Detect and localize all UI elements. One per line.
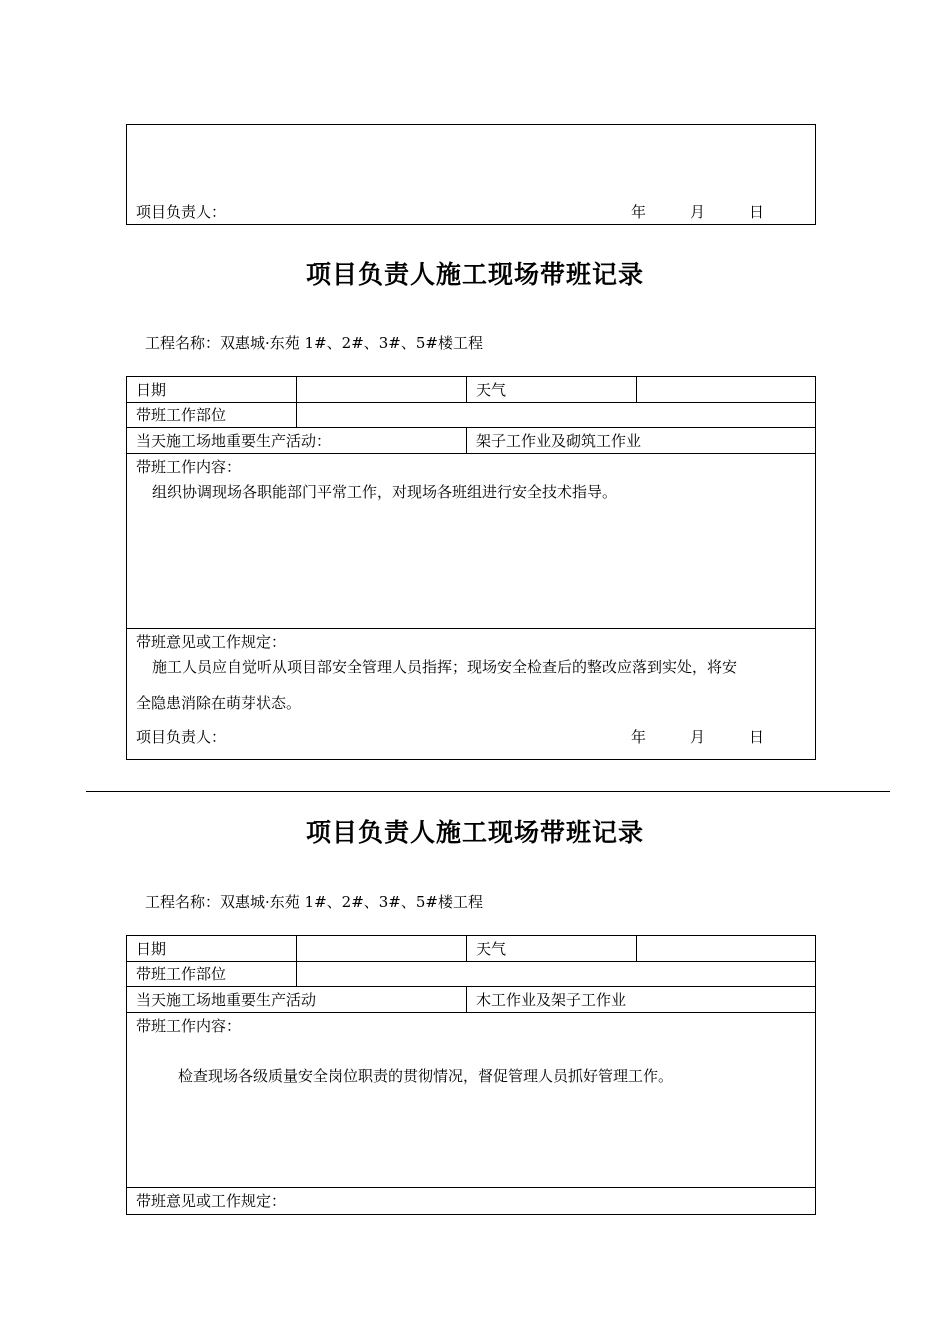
record-2-project-name: 工程名称：双惠城·东苑 1#、2#、3#、5#楼工程 — [145, 893, 483, 911]
record-2-row-divider — [126, 1012, 816, 1013]
record-1-day-label: 日 — [749, 728, 765, 746]
record-1-activity-value: 架子工作业及砌筑工作业 — [476, 432, 642, 450]
record-2-col-divider — [466, 986, 467, 1012]
record-2-col-divider — [466, 935, 467, 961]
previous-record-signature-box — [126, 124, 816, 225]
record-1-year-label: 年 — [631, 728, 647, 746]
record-1-col-divider — [636, 376, 637, 402]
record-1-opinion-line1: 施工人员应自觉听从项目部安全管理人员指挥；现场安全检查后的整改应落到实处，将安 — [152, 658, 738, 676]
record-1-dept-label: 带班工作部位 — [136, 406, 227, 424]
record-2-col-divider — [636, 935, 637, 961]
record-1-row-divider — [126, 402, 816, 403]
record-2-row-divider — [126, 1187, 816, 1188]
page-separator — [86, 791, 890, 792]
previous-day-label: 日 — [749, 203, 765, 221]
record-2-activity-label: 当天施工场地重要生产活动 — [136, 991, 317, 1009]
record-2-weather-label: 天气 — [476, 940, 507, 958]
record-2-content-label: 带班工作内容： — [136, 1017, 242, 1035]
record-2-row-divider — [126, 986, 816, 987]
record-1-month-label: 月 — [690, 728, 706, 746]
record-2-dept-label: 带班工作部位 — [136, 965, 227, 983]
record-1-signer-label: 项目负责人： — [136, 728, 227, 746]
previous-signer-label: 项目负责人： — [136, 203, 227, 221]
record-1-col-divider — [466, 427, 467, 453]
record-2-title: 项目负责人施工现场带班记录 — [305, 818, 644, 847]
record-1-date-label: 日期 — [136, 381, 167, 399]
record-1-col-divider — [466, 376, 467, 402]
previous-month-label: 月 — [690, 203, 706, 221]
record-2-date-label: 日期 — [136, 940, 167, 958]
record-1-weather-label: 天气 — [476, 381, 507, 399]
record-1-row-divider — [126, 628, 816, 629]
record-1-row-divider — [126, 453, 816, 454]
record-1-row-divider — [126, 427, 816, 428]
record-2-row-divider — [126, 961, 816, 962]
record-1-content-text: 组织协调现场各职能部门平常工作，对现场各班组进行安全技术指导。 — [152, 483, 618, 501]
record-1-col-divider — [296, 376, 297, 428]
record-1-opinion-line2: 全隐患消除在萌芽状态。 — [136, 694, 302, 712]
previous-year-label: 年 — [631, 203, 647, 221]
record-1-project-name: 工程名称：双惠城·东苑 1#、2#、3#、5#楼工程 — [145, 334, 483, 352]
record-1-activity-label: 当天施工场地重要生产活动： — [136, 432, 332, 450]
record-2-activity-value: 木工作业及架子工作业 — [476, 991, 627, 1009]
record-1-title: 项目负责人施工现场带班记录 — [305, 260, 644, 289]
record-1-opinion-label: 带班意见或工作规定： — [136, 633, 287, 651]
record-2-col-divider — [296, 935, 297, 987]
record-1-content-label: 带班工作内容： — [136, 458, 242, 476]
record-2-opinion-label: 带班意见或工作规定： — [136, 1192, 287, 1210]
record-2-content-text: 检查现场各级质量安全岗位职责的贯彻情况，督促管理人员抓好管理工作。 — [178, 1067, 674, 1085]
